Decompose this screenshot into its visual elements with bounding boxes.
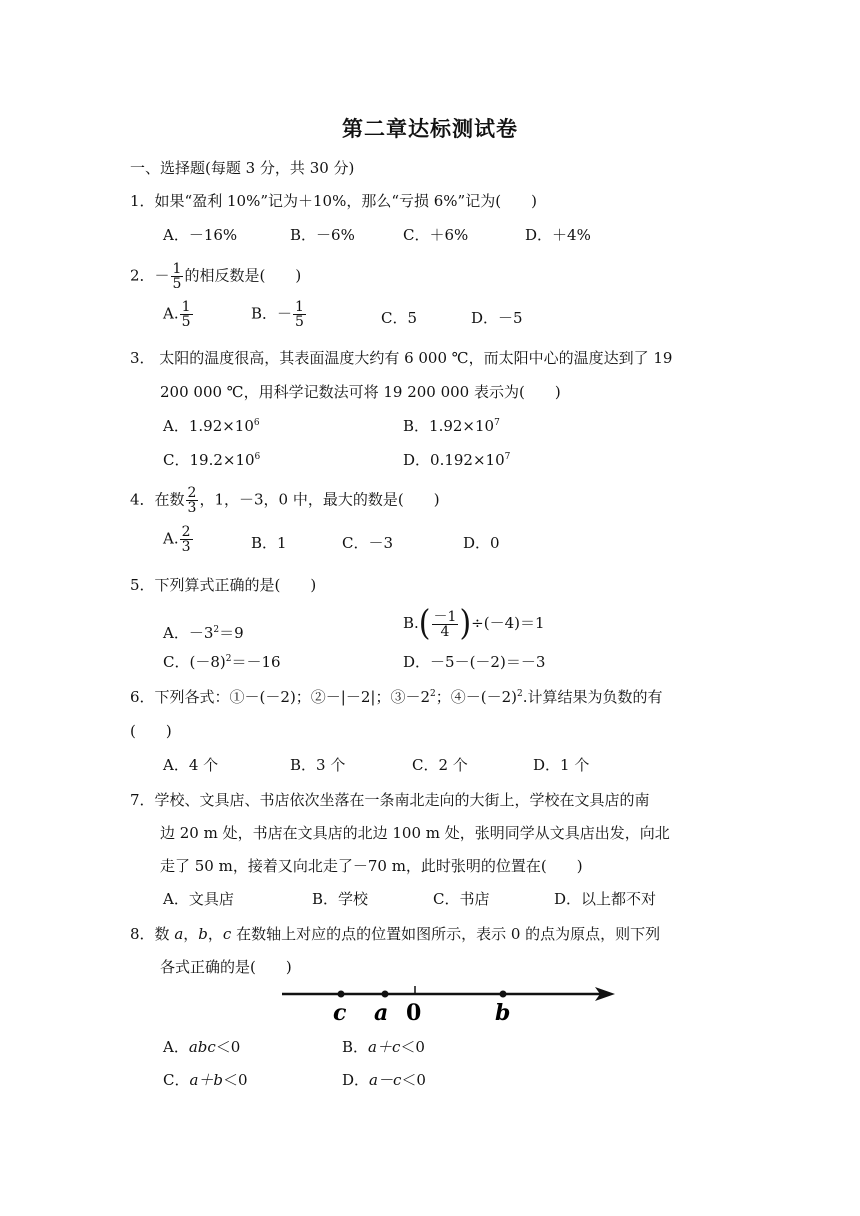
q2-a-label: A. xyxy=(163,304,179,323)
q8-option-a xyxy=(163,1037,240,1057)
question-7-line-3: 走了 50 m，接着又向北走了－70 m，此时张明的位置在( ) xyxy=(160,857,583,875)
point-c xyxy=(338,991,345,998)
q6-part-2: ；④－(－2) xyxy=(435,688,517,706)
q3-a-exp: 6 xyxy=(253,418,260,428)
q4-option-c: C．－3 xyxy=(342,534,394,552)
q3-option-c xyxy=(163,450,260,470)
q8-c-expr: a＋b xyxy=(189,1071,224,1089)
q3-option-d xyxy=(403,450,510,470)
q5-b-den: 4 xyxy=(440,623,450,640)
number-line-figure xyxy=(270,978,620,1028)
q7-option-a: A．文具店 xyxy=(163,890,234,908)
q2-option-b xyxy=(251,300,307,329)
q6-option-b: B．3 个 xyxy=(290,756,346,774)
q5-a-tail: ＝9 xyxy=(219,624,244,642)
q5-a-exp: 2 xyxy=(213,625,220,635)
q2-b-label: B．－ xyxy=(251,304,293,323)
q1-option-b: B．－6% xyxy=(290,226,355,244)
label-zero: 0 xyxy=(406,1000,422,1026)
q5-option-a xyxy=(163,623,244,643)
label-a: a xyxy=(374,1000,389,1026)
point-a xyxy=(382,991,389,998)
q8-c-tail: ＜0 xyxy=(223,1071,248,1089)
q3-c-exp: 6 xyxy=(254,452,261,462)
q2-fraction xyxy=(171,262,184,291)
label-c: c xyxy=(333,1000,347,1026)
q2-number: 2．－ xyxy=(130,266,170,285)
section-heading: 一、选择题(每题 3 分，共 30 分) xyxy=(130,159,355,177)
q8-a-label: A． xyxy=(163,1038,189,1056)
q6-part-1: 6．下列各式：①－(－2)；②－|－2|；③－2 xyxy=(130,688,430,706)
question-3-line-2: 200 000 ℃，用科学记数法可将 19 200 000 表示为( ) xyxy=(160,383,561,401)
q8-option-c xyxy=(163,1070,248,1090)
q2-a-den: 5 xyxy=(181,314,191,330)
q4-fraction-den: 3 xyxy=(187,500,197,516)
q2-a-fraction xyxy=(180,300,193,329)
q5-c-tail: ＝－16 xyxy=(231,653,281,671)
question-8-line-1 xyxy=(130,924,660,944)
q8-b-label: B． xyxy=(342,1038,369,1056)
q5-b-label: B. xyxy=(403,614,419,632)
q8-sep-1: ， xyxy=(183,925,199,943)
q8-d-expr: a－c xyxy=(369,1071,402,1089)
q1-option-c: C．＋6% xyxy=(403,226,469,244)
q8-option-d xyxy=(342,1070,426,1090)
q3-option-a xyxy=(163,416,260,436)
q4-option-b: B．1 xyxy=(251,534,287,552)
question-3-line-1: 3． 太阳的温度很高，其表面温度大约有 6 000 ℃，而太阳中心的温度达到了 19 xyxy=(130,349,673,367)
q2-b-den: 5 xyxy=(295,314,304,330)
q1-option-a: A．－16% xyxy=(163,226,238,244)
q8-a-expr: abc xyxy=(188,1038,216,1056)
q2-b-num: 1 xyxy=(295,299,304,315)
question-7-line-2: 边 20 m 处，书店在文具店的北边 100 m 处，张明同学从文具店出发，向北 xyxy=(160,824,670,842)
q5-b-fraction xyxy=(432,610,459,639)
q3-a-base: A．1.92×10 xyxy=(163,417,254,435)
q3-d-base: D．0.192×10 xyxy=(403,451,505,469)
question-1-stem: 1．如果“盈利 10%”记为＋10%，那么“亏损 6%”记为( ) xyxy=(130,192,537,210)
q5-a-base: A．－3 xyxy=(163,624,214,642)
q4-a-fraction xyxy=(180,525,193,554)
q3-c-base: C．19.2×10 xyxy=(163,451,255,469)
q8-b-expr: a＋c xyxy=(368,1038,401,1056)
q5-option-c xyxy=(163,652,281,672)
q1-option-d: D．＋4% xyxy=(525,226,591,244)
q8-c-label: C． xyxy=(163,1071,190,1089)
q4-number: 4．在数 xyxy=(130,490,185,509)
q5-option-b xyxy=(403,603,545,643)
question-5-stem: 5．下列算式正确的是( ) xyxy=(130,576,317,594)
q4-a-num: 2 xyxy=(181,524,191,540)
label-b: b xyxy=(495,1000,511,1026)
q4-a-label: A. xyxy=(163,529,179,548)
q5-c-base: C．(－8) xyxy=(163,653,226,671)
q8-sep-2: ， xyxy=(207,925,223,943)
q6-exp-1: 2 xyxy=(430,689,436,699)
question-6-line-2: ( ) xyxy=(130,722,172,740)
q4-tail: ，1，－3，0 中，最大的数是( ) xyxy=(199,490,440,509)
q7-option-c: C．书店 xyxy=(433,890,490,908)
q6-option-a: A．4 个 xyxy=(163,756,219,774)
page-title: 第二章达标测试卷 xyxy=(342,117,518,141)
q5-c-exp: 2 xyxy=(225,654,232,664)
q6-exp-2: 2 xyxy=(516,689,523,699)
q8-var-a: a xyxy=(174,925,184,943)
q5-b-num: －1 xyxy=(433,608,457,625)
q3-option-b xyxy=(403,416,500,436)
question-6-line-1 xyxy=(130,687,663,707)
q2-tail: 的相反数是( ) xyxy=(184,266,302,285)
q8-part-1: 8．数 xyxy=(130,925,175,943)
q4-fraction-num: 2 xyxy=(187,485,197,501)
q4-option-a xyxy=(163,525,194,554)
point-b xyxy=(500,991,507,998)
q5-option-d: D．－5－(－2)＝－3 xyxy=(403,653,546,671)
question-4-stem xyxy=(130,486,440,515)
q7-option-d: D．以上都不对 xyxy=(554,890,657,908)
q5-b-tail: ÷(－4)＝1 xyxy=(471,614,545,632)
q3-d-exp: 7 xyxy=(504,452,511,462)
q2-a-num: 1 xyxy=(181,299,191,315)
question-8-line-2: 各式正确的是( ) xyxy=(160,958,292,976)
q4-a-den: 3 xyxy=(181,539,191,555)
q8-b-tail: ＜0 xyxy=(400,1038,425,1056)
q8-option-b xyxy=(342,1037,425,1057)
q5-b-right-paren: ) xyxy=(459,603,472,644)
q3-b-exp: 7 xyxy=(494,418,500,428)
q2-fraction-den: 5 xyxy=(172,276,182,292)
q8-var-b: b xyxy=(198,925,208,943)
question-2-stem xyxy=(130,262,301,291)
q8-var-c: c xyxy=(222,925,232,943)
q8-d-label: D． xyxy=(342,1071,370,1089)
q3-b-base: B．1.92×10 xyxy=(403,417,495,435)
q8-part-2: 在数轴上对应的点的位置如图所示，表示 0 的点为原点，则下列 xyxy=(231,925,661,943)
q7-option-b: B．学校 xyxy=(312,890,369,908)
q4-fraction xyxy=(186,486,199,515)
q5-b-left-paren: ( xyxy=(418,603,431,644)
q2-option-d: D．－5 xyxy=(471,309,523,327)
q2-option-c: C．5 xyxy=(381,309,418,327)
q6-part-3: .计算结果为负数的有 xyxy=(522,688,663,706)
q8-d-tail: ＜0 xyxy=(401,1071,426,1089)
q6-option-c: C．2 个 xyxy=(412,756,468,774)
q8-a-tail: ＜0 xyxy=(215,1038,241,1056)
q4-option-d: D．0 xyxy=(463,534,500,552)
q2-option-a xyxy=(163,300,194,329)
q2-fraction-num: 1 xyxy=(172,261,182,277)
question-7-line-1: 7．学校、文具店、书店依次坐落在一条南北走向的大街上，学校在文具店的南 xyxy=(130,791,650,809)
q6-option-d: D．1 个 xyxy=(533,756,590,774)
q2-b-fraction xyxy=(293,300,306,329)
